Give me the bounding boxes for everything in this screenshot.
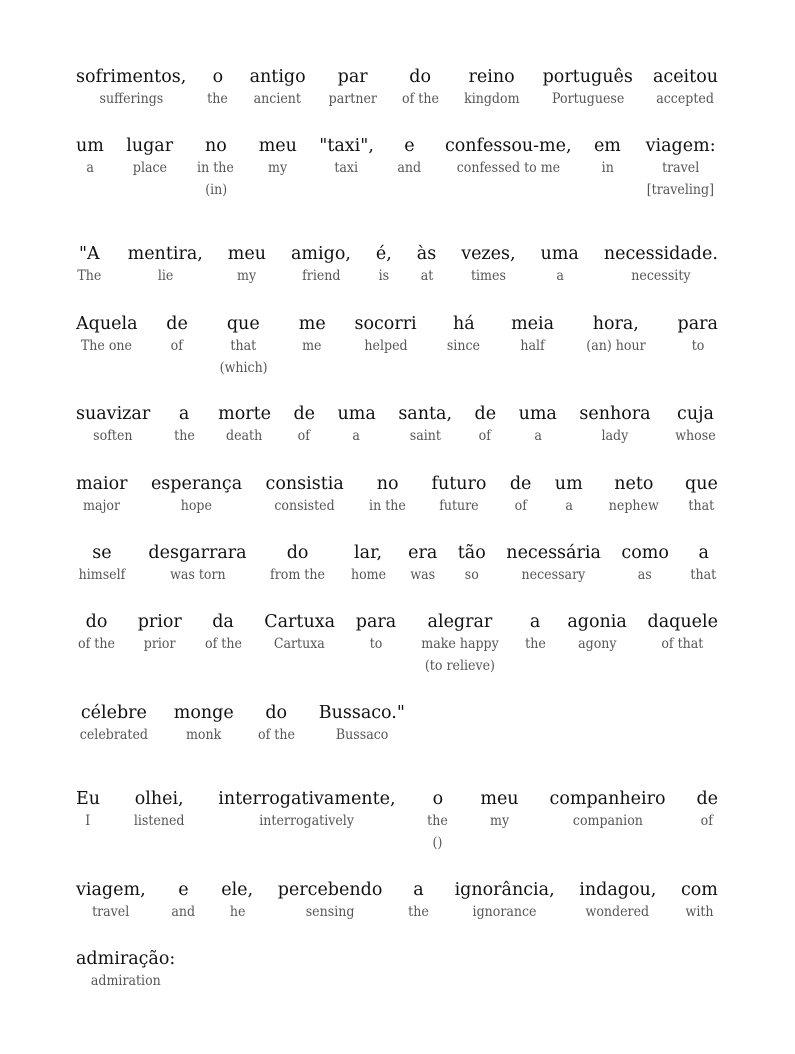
- word-pair: [319, 702, 405, 746]
- portuguese-word: a: [698, 543, 709, 563]
- portuguese-word: do: [409, 67, 431, 87]
- portuguese-word: tão: [457, 543, 486, 563]
- portuguese-word: uma: [540, 244, 579, 264]
- word-pair: [689, 542, 718, 586]
- portuguese-word: de: [474, 404, 497, 424]
- portuguese-word: me: [298, 314, 326, 334]
- portuguese-word: admiração:: [76, 949, 176, 969]
- english-gloss: a: [564, 498, 573, 514]
- word-pair: [293, 403, 315, 447]
- english-gloss: (to relieve): [424, 658, 495, 674]
- word-pair: [76, 66, 186, 110]
- english-gloss: himself: [78, 567, 126, 583]
- portuguese-word: vezes,: [461, 244, 516, 264]
- word-pair: [461, 243, 515, 287]
- english-gloss: nephew: [608, 498, 659, 514]
- text-line: [76, 788, 718, 854]
- text-line: [76, 66, 718, 110]
- word-pair: [76, 473, 128, 517]
- word-pair: [685, 473, 718, 517]
- english-gloss: of: [479, 428, 492, 444]
- portuguese-word: que: [226, 314, 260, 334]
- text-line: [76, 243, 718, 287]
- portuguese-word: "taxi",: [319, 136, 374, 156]
- word-pair: [376, 243, 392, 287]
- word-pair: [76, 313, 138, 357]
- word-pair: [367, 473, 408, 517]
- portuguese-word: de: [166, 314, 188, 334]
- english-gloss: of the: [401, 91, 439, 107]
- english-gloss: a: [555, 268, 564, 284]
- portuguese-word: para: [355, 612, 397, 632]
- portuguese-word: o: [212, 67, 224, 87]
- word-pair: [417, 611, 503, 677]
- portuguese-word: e: [404, 136, 415, 156]
- portuguese-word: a: [178, 404, 190, 424]
- english-gloss: that: [690, 567, 717, 583]
- portuguese-word: alegrar: [427, 612, 493, 632]
- portuguese-word: da: [212, 612, 234, 632]
- portuguese-word: "A: [78, 244, 100, 264]
- word-pair: [579, 403, 650, 447]
- english-gloss: the: [207, 91, 229, 107]
- word-pair: [696, 788, 718, 832]
- portuguese-word: era: [408, 543, 438, 563]
- english-gloss: The one: [81, 338, 133, 354]
- portuguese-word: santa,: [398, 404, 453, 424]
- portuguese-word: no: [376, 474, 399, 494]
- word-pair: [506, 542, 601, 586]
- word-pair: [510, 473, 532, 517]
- portuguese-word: morte: [218, 404, 271, 424]
- english-gloss: was torn: [169, 567, 226, 583]
- portuguese-word: percebendo: [277, 880, 383, 900]
- text-line: [76, 702, 718, 746]
- portuguese-word: uma: [518, 404, 557, 424]
- word-pair: [76, 948, 175, 992]
- english-gloss: interrogatively: [259, 813, 355, 829]
- english-gloss: is: [378, 268, 390, 284]
- portuguese-word: interrogativamente,: [218, 789, 396, 809]
- portuguese-word: ele,: [221, 880, 254, 900]
- word-pair: [76, 403, 150, 447]
- word-pair: [206, 66, 229, 110]
- english-gloss: from the: [270, 567, 325, 583]
- english-gloss: partner: [328, 91, 377, 107]
- portuguese-word: de: [696, 789, 718, 809]
- portuguese-word: monge: [173, 703, 234, 723]
- word-pair: [643, 135, 718, 201]
- english-gloss: make happy: [421, 636, 499, 652]
- portuguese-word: maior: [76, 474, 128, 494]
- portuguese-word: célebre: [80, 703, 147, 723]
- english-gloss: soften: [93, 428, 133, 444]
- portuguese-word: viagem:: [645, 136, 716, 156]
- word-pair: [579, 879, 656, 923]
- word-pair: [567, 611, 626, 655]
- portuguese-word: consistia: [265, 474, 344, 494]
- word-pair: [131, 788, 187, 832]
- word-pair: [511, 313, 554, 357]
- english-gloss: admiration: [90, 973, 161, 989]
- english-gloss: necessity: [631, 268, 691, 284]
- portuguese-word: de: [509, 474, 532, 494]
- english-gloss: the: [173, 428, 195, 444]
- portuguese-word: socorri: [354, 314, 417, 334]
- word-pair: [594, 135, 621, 179]
- word-pair: [524, 611, 547, 655]
- english-gloss: place: [132, 160, 167, 176]
- portuguese-word: uma: [337, 404, 376, 424]
- word-pair: [76, 243, 103, 287]
- english-gloss: in the: [369, 498, 407, 514]
- word-pair: [126, 135, 173, 179]
- english-gloss: saint: [409, 428, 441, 444]
- english-gloss: Bussaco: [335, 727, 389, 743]
- portuguese-word: no: [205, 136, 227, 156]
- english-gloss: and: [397, 160, 422, 176]
- english-gloss: [traveling]: [646, 182, 715, 198]
- english-gloss: in the: [197, 160, 235, 176]
- portuguese-word: Eu: [76, 789, 101, 809]
- english-gloss: lie: [157, 268, 173, 284]
- portuguese-word: lugar: [126, 136, 174, 156]
- english-gloss: so: [464, 567, 479, 583]
- portuguese-word: suavizar: [76, 404, 151, 424]
- english-gloss: Cartuxa: [274, 636, 326, 652]
- english-gloss: my: [489, 813, 510, 829]
- portuguese-word: antigo: [249, 67, 306, 87]
- word-pair: [259, 135, 297, 179]
- portuguese-word: há: [453, 314, 475, 334]
- english-gloss: hope: [180, 498, 213, 514]
- english-gloss: of: [298, 428, 311, 444]
- portuguese-word: meu: [258, 136, 297, 156]
- portuguese-word: companheiro: [549, 789, 666, 809]
- word-pair: [445, 313, 482, 357]
- english-gloss: the: [408, 904, 429, 920]
- english-gloss: necessary: [521, 567, 586, 583]
- portuguese-word: em: [593, 136, 621, 156]
- english-gloss: my: [268, 160, 288, 176]
- portuguese-word: como: [621, 543, 669, 563]
- word-pair: [555, 473, 583, 517]
- portuguese-word: prior: [137, 612, 182, 632]
- word-pair: [356, 611, 396, 655]
- word-pair: [228, 243, 266, 287]
- english-gloss: wondered: [586, 904, 650, 920]
- portuguese-word: esperança: [150, 474, 243, 494]
- word-pair: [76, 788, 100, 832]
- portuguese-word: às: [416, 244, 437, 264]
- portuguese-word: aceitou: [652, 67, 718, 87]
- word-pair: [338, 403, 376, 447]
- text-line: [76, 135, 718, 201]
- portuguese-word: futuro: [431, 474, 487, 494]
- portuguese-word: ignorância,: [454, 880, 555, 900]
- english-gloss: with: [685, 904, 714, 920]
- portuguese-word: do: [85, 612, 108, 632]
- word-pair: [445, 135, 572, 179]
- word-pair: [407, 879, 430, 923]
- english-gloss: consisted: [274, 498, 335, 514]
- english-gloss: (in): [204, 182, 227, 198]
- english-gloss: of the: [78, 636, 115, 652]
- word-pair: [76, 135, 104, 179]
- portuguese-word: português: [542, 67, 633, 87]
- english-gloss: of: [701, 813, 714, 829]
- word-pair: [480, 788, 518, 832]
- word-pair: [653, 66, 718, 110]
- word-pair: [166, 313, 188, 357]
- english-gloss: me: [302, 338, 322, 354]
- portuguese-word: agonia: [567, 612, 627, 632]
- word-pair: [319, 135, 374, 179]
- portuguese-word: senhora: [579, 404, 651, 424]
- word-pair: [648, 611, 718, 655]
- portuguese-word: de: [293, 404, 316, 424]
- english-gloss: times: [470, 268, 506, 284]
- english-gloss: taxi: [334, 160, 359, 176]
- text-line: [76, 403, 718, 447]
- english-gloss: major: [83, 498, 121, 514]
- portuguese-word: o: [432, 789, 444, 809]
- english-gloss: prior: [143, 636, 176, 652]
- english-gloss: friend: [301, 268, 341, 284]
- word-pair: [398, 403, 452, 447]
- word-pair: [195, 135, 236, 201]
- portuguese-word: hora,: [592, 314, 639, 334]
- portuguese-word: viagem,: [76, 880, 146, 900]
- text-line: [76, 542, 718, 586]
- portuguese-word: e: [178, 880, 189, 900]
- portuguese-word: reino: [468, 67, 515, 87]
- portuguese-word: a: [529, 612, 541, 632]
- english-gloss: agony: [577, 636, 617, 652]
- word-pair: [543, 66, 633, 110]
- english-gloss: accepted: [656, 91, 715, 107]
- english-gloss: death: [226, 428, 263, 444]
- word-pair: [604, 243, 718, 287]
- word-pair: [583, 313, 649, 357]
- word-pair: [681, 879, 718, 923]
- word-pair: [76, 542, 128, 586]
- english-gloss: future: [439, 498, 479, 514]
- english-gloss: my: [237, 268, 257, 284]
- english-gloss: lady: [601, 428, 629, 444]
- english-gloss: the: [427, 813, 449, 829]
- english-gloss: at: [420, 268, 433, 284]
- word-pair: [606, 473, 662, 517]
- portuguese-word: meia: [511, 314, 555, 334]
- english-gloss: ignorance: [472, 904, 537, 920]
- word-pair: [349, 542, 388, 586]
- english-gloss: monk: [186, 727, 222, 743]
- word-pair: [170, 879, 196, 923]
- portuguese-word: um: [554, 474, 583, 494]
- english-gloss: home: [350, 567, 386, 583]
- english-gloss: of that: [661, 636, 704, 652]
- english-gloss: of: [514, 498, 527, 514]
- word-pair: [354, 313, 416, 357]
- word-pair: [455, 879, 555, 923]
- text-line: [76, 948, 718, 992]
- word-pair: [426, 788, 449, 854]
- word-pair: [678, 313, 718, 357]
- portuguese-word: neto: [614, 474, 654, 494]
- english-gloss: of the: [257, 727, 295, 743]
- portuguese-word: olhei,: [134, 789, 184, 809]
- english-gloss: (): [433, 835, 443, 851]
- english-gloss: celebrated: [79, 727, 148, 743]
- word-pair: [291, 243, 351, 287]
- english-gloss: a: [533, 428, 542, 444]
- english-gloss: travel: [662, 160, 700, 176]
- word-pair: [475, 403, 497, 447]
- word-pair: [541, 243, 579, 287]
- word-pair: [250, 66, 306, 110]
- word-pair: [266, 473, 344, 517]
- english-gloss: listened: [133, 813, 185, 829]
- portuguese-word: desgarrara: [148, 543, 247, 563]
- word-pair: [461, 66, 523, 110]
- portuguese-word: Aquela: [76, 314, 138, 334]
- english-gloss: half: [520, 338, 545, 354]
- portuguese-word: amigo,: [291, 244, 351, 264]
- english-gloss: to: [369, 636, 383, 652]
- portuguese-word: um: [76, 136, 104, 156]
- portuguese-word: que: [685, 474, 718, 494]
- word-pair: [431, 473, 486, 517]
- word-pair: [400, 66, 441, 110]
- english-gloss: Portuguese: [551, 91, 624, 107]
- portuguese-word: daquele: [647, 612, 718, 632]
- portuguese-word: a: [413, 880, 424, 900]
- word-pair: [396, 135, 422, 179]
- word-pair: [417, 243, 436, 287]
- word-pair: [256, 702, 297, 746]
- portuguese-word: confessou-me,: [444, 136, 572, 156]
- word-pair: [217, 313, 270, 379]
- portuguese-word: com: [680, 880, 718, 900]
- word-pair: [221, 879, 253, 923]
- english-gloss: to: [691, 338, 705, 354]
- portuguese-word: lar,: [354, 543, 383, 563]
- portuguese-word: é,: [375, 244, 392, 264]
- english-gloss: (which): [219, 360, 268, 376]
- english-gloss: kingdom: [463, 91, 520, 107]
- portuguese-word: meu: [227, 244, 267, 264]
- english-gloss: a: [352, 428, 361, 444]
- word-pair: [519, 403, 557, 447]
- word-pair: [264, 611, 335, 655]
- english-gloss: the: [524, 636, 546, 652]
- portuguese-word: para: [677, 314, 718, 334]
- english-gloss: since: [447, 338, 481, 354]
- text-line: [76, 313, 718, 379]
- portuguese-word: meu: [480, 789, 519, 809]
- english-gloss: he: [229, 904, 245, 920]
- english-gloss: I: [85, 813, 91, 829]
- word-pair: [76, 611, 117, 655]
- word-pair: [76, 879, 146, 923]
- english-gloss: of: [170, 338, 184, 354]
- word-pair: [173, 403, 196, 447]
- english-gloss: whose: [675, 428, 716, 444]
- english-gloss: that: [230, 338, 257, 354]
- word-pair: [550, 788, 666, 832]
- english-gloss: travel: [92, 904, 130, 920]
- english-gloss: sensing: [305, 904, 355, 920]
- portuguese-word: do: [265, 703, 288, 723]
- word-pair: [267, 542, 328, 586]
- word-pair: [673, 403, 718, 447]
- english-gloss: companion: [572, 813, 643, 829]
- english-gloss: as: [638, 567, 653, 583]
- word-pair: [621, 542, 668, 586]
- english-gloss: The: [77, 268, 102, 284]
- english-gloss: (an) hour: [586, 338, 646, 354]
- word-pair: [138, 611, 182, 655]
- word-pair: [128, 243, 203, 287]
- word-pair: [408, 542, 437, 586]
- english-gloss: and: [171, 904, 196, 920]
- english-gloss: a: [86, 160, 94, 176]
- word-pair: [148, 542, 246, 586]
- english-gloss: was: [410, 567, 436, 583]
- english-gloss: confessed to me: [456, 160, 560, 176]
- portuguese-word: necessária: [506, 543, 601, 563]
- english-gloss: of the: [204, 636, 242, 652]
- word-pair: [458, 542, 486, 586]
- portuguese-word: se: [92, 543, 112, 563]
- word-pair: [76, 702, 152, 746]
- portuguese-word: par: [337, 67, 368, 87]
- word-pair: [218, 788, 395, 832]
- word-pair: [278, 879, 383, 923]
- portuguese-word: mentira,: [127, 244, 203, 264]
- english-gloss: ancient: [253, 91, 302, 107]
- text-line: [76, 473, 718, 517]
- word-pair: [151, 473, 242, 517]
- text-line: [76, 879, 718, 923]
- portuguese-word: Bussaco.": [318, 703, 405, 723]
- english-gloss: sufferings: [99, 91, 163, 107]
- word-pair: [218, 403, 271, 447]
- portuguese-word: do: [286, 543, 309, 563]
- portuguese-word: indagou,: [579, 880, 657, 900]
- portuguese-word: sofrimentos,: [76, 67, 187, 87]
- word-pair: [326, 66, 380, 110]
- english-gloss: in: [601, 160, 614, 176]
- word-pair: [299, 313, 326, 357]
- portuguese-word: necessidade.: [603, 244, 718, 264]
- word-pair: [203, 611, 244, 655]
- portuguese-word: cuja: [677, 404, 714, 424]
- english-gloss: that: [688, 498, 715, 514]
- text-line: [76, 611, 718, 677]
- english-gloss: helped: [363, 338, 408, 354]
- portuguese-word: Cartuxa: [264, 612, 336, 632]
- word-pair: [174, 702, 234, 746]
